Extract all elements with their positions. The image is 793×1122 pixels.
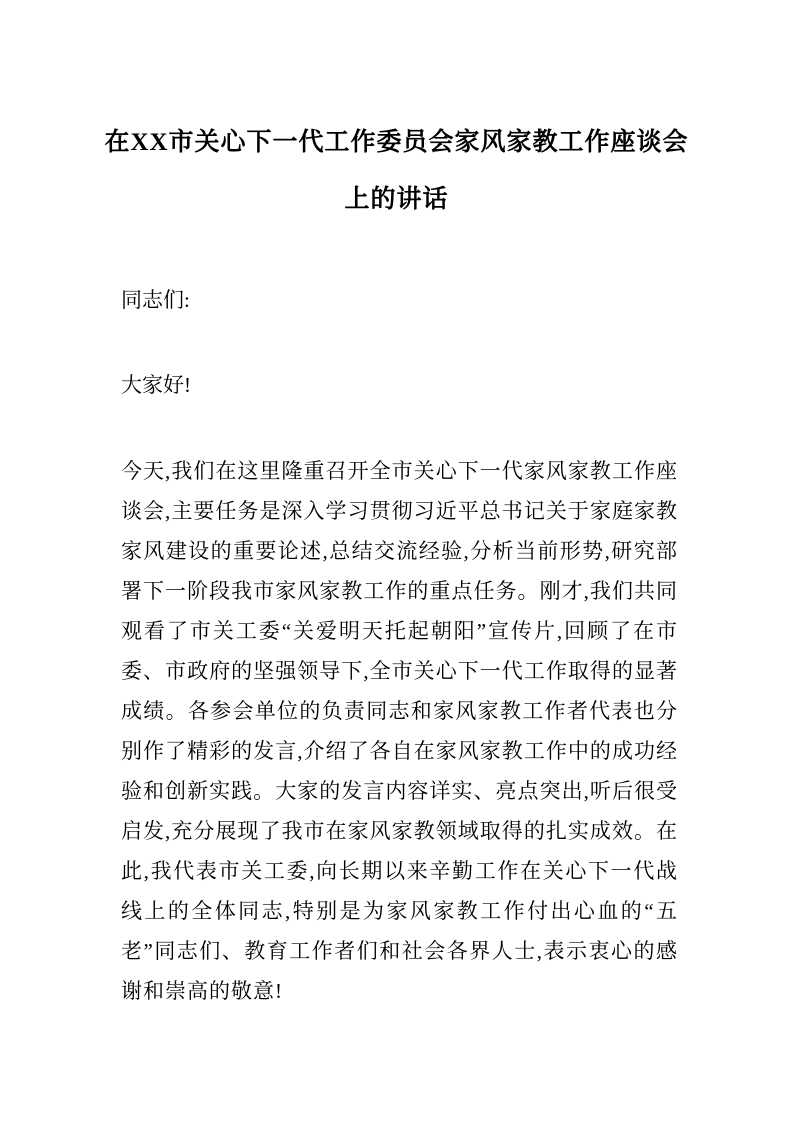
document-title-line-1: 在XX市关心下一代工作委员会家风家教工作座谈会: [104, 129, 689, 156]
salutation-text: 同志们:: [121, 288, 190, 312]
speech-paragraph: 今天,我们在这里隆重召开全市关心下一代家风家教工作座谈会,主要任务是深入学习贯彻习近平总书记关于家庭家教家风建设的重要论述,总结交流经验,分析当前形势,研究部署下一阶段我市家风家教工作的重点任务。刚才,我们共同观看了市关工委“关爱明天托起朝阳”宣传片,回顾了在市委、市政府的坚强领导下,全市关心下一代工作取得的显著成绩。各参会单位的负责同志和家风家教工作者代表也分别作了精彩的发言,介绍了各自在家风家教工作中的成功经验和创新实践。大家的发言内容详实、亮点突出,听后很受启发,充分展现了我市在家风家教领域取得的扎实成效。在此,我代表市关工委,向长期以来辛勤工作在关心下一代战线上的全体同志,特别是为家风家教工作付出心血的“五老”同志们、教育工作者们和社会各界人士,表示衷心的感谢和崇高的敬意!: [121, 459, 678, 1003]
document-body: [121, 280, 678, 1011]
document-title: [87, 114, 707, 228]
greeting-text: 大家好!: [121, 373, 191, 397]
document-title-line-2: 上的讲话: [344, 186, 449, 213]
